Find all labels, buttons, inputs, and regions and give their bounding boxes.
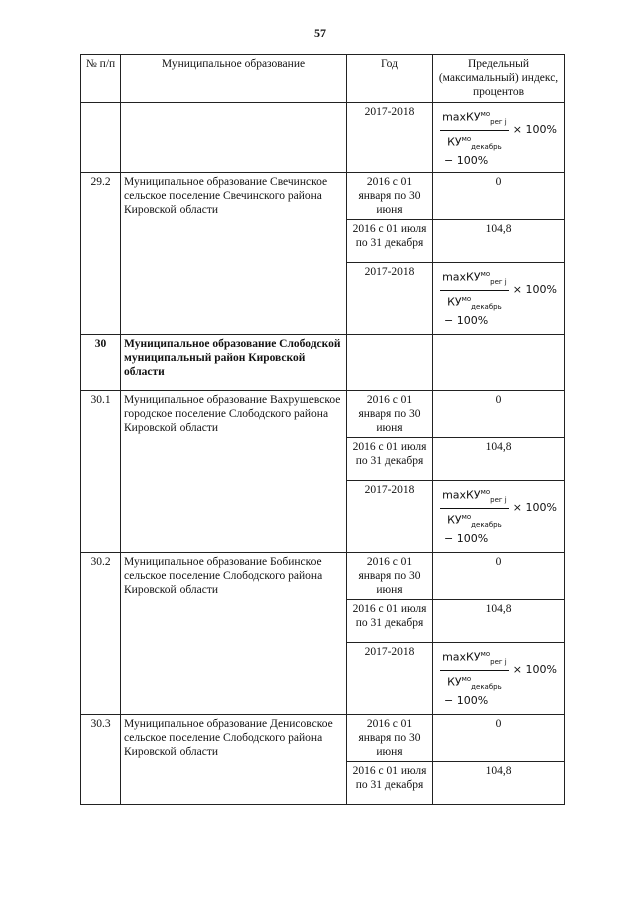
row-year bbox=[347, 335, 433, 391]
formula-minus: − 100% bbox=[444, 313, 489, 327]
header-municipality: Муниципальное образование bbox=[121, 55, 347, 103]
row-num bbox=[81, 103, 121, 173]
row-formula bbox=[433, 481, 565, 553]
index-formula bbox=[436, 107, 561, 154]
formula-numerator: maxКУ$^{мо}_{рег j}$ bbox=[440, 107, 509, 131]
row-value bbox=[433, 335, 565, 391]
formula-fraction bbox=[440, 107, 509, 154]
formula-minus: − 100% bbox=[444, 153, 489, 167]
formula-denominator: $КУ^{мо}_{декабрь}$ bbox=[447, 674, 502, 691]
page-number: 57 bbox=[314, 26, 326, 40]
row-name: Муниципальное образование Свечинское сельское поселение Свечинского района Кировской области bbox=[121, 173, 347, 335]
header-year: Год bbox=[347, 55, 433, 103]
row-name: Муниципальное образование Денисовское сельское поселение Слободского района Кировской области bbox=[121, 715, 347, 805]
row-year: 2016 с 01 января по 30 июня bbox=[347, 715, 433, 762]
row-value: 104,8 bbox=[433, 600, 565, 643]
formula-multiplier: × 100% bbox=[512, 501, 557, 515]
formula-numerator: maxКУ$^{мо}_{рег j}$ bbox=[440, 267, 509, 291]
row-year: 2016 с 01 июля по 31 декабря bbox=[347, 762, 433, 805]
formula-fraction bbox=[440, 485, 509, 532]
row-year: 2017-2018 bbox=[347, 643, 433, 715]
formula-fraction bbox=[440, 267, 509, 314]
row-value: 0 bbox=[433, 553, 565, 600]
formula-fraction bbox=[440, 647, 509, 694]
row-year: 2017-2018 bbox=[347, 263, 433, 335]
table-header-row bbox=[81, 55, 565, 103]
formula-denominator: $КУ^{мо}_{декабрь}$ bbox=[447, 294, 502, 311]
formula-minus: − 100% bbox=[444, 693, 489, 707]
row-year: 2016 с 01 января по 30 июня bbox=[347, 553, 433, 600]
header-index: Предельный (максимальный) индекс, процентов bbox=[433, 55, 565, 103]
table-row bbox=[81, 715, 565, 762]
row-value: 0 bbox=[433, 173, 565, 220]
row-num: 30.1 bbox=[81, 391, 121, 553]
row-year: 2017-2018 bbox=[347, 481, 433, 553]
row-year: 2016 с 01 июля по 31 декабря bbox=[347, 438, 433, 481]
table-row bbox=[81, 391, 565, 438]
row-year: 2016 с 01 января по 30 июня bbox=[347, 391, 433, 438]
table-row bbox=[81, 173, 565, 220]
row-value: 104,8 bbox=[433, 762, 565, 805]
row-num: 29.2 bbox=[81, 173, 121, 335]
row-value: 0 bbox=[433, 391, 565, 438]
table-row bbox=[81, 103, 565, 173]
formula-multiplier: × 100% bbox=[512, 283, 557, 297]
formula-denominator: $КУ^{мо}_{декабрь}$ bbox=[447, 134, 502, 151]
row-year: 2016 с 01 июля по 31 декабря bbox=[347, 600, 433, 643]
row-formula bbox=[433, 643, 565, 715]
index-formula bbox=[436, 267, 561, 314]
row-value: 104,8 bbox=[433, 220, 565, 263]
formula-multiplier: × 100% bbox=[512, 123, 557, 137]
row-formula bbox=[433, 263, 565, 335]
formula-multiplier: × 100% bbox=[512, 663, 557, 677]
row-year: 2017-2018 bbox=[347, 103, 433, 173]
formula-numerator: maxКУ$^{мо}_{рег j}$ bbox=[440, 485, 509, 509]
row-value: 0 bbox=[433, 715, 565, 762]
row-name: Муниципальное образование Слободской муниципальный район Кировской области bbox=[121, 335, 347, 391]
row-year: 2016 с 01 января по 30 июня bbox=[347, 173, 433, 220]
tariff-index-table bbox=[80, 54, 565, 805]
row-year: 2016 с 01 июля по 31 декабря bbox=[347, 220, 433, 263]
row-name: Муниципальное образование Вахрушевское городское поселение Слободского района Кировской области bbox=[121, 391, 347, 553]
table-row bbox=[81, 553, 565, 600]
table-row bbox=[81, 335, 565, 391]
row-num: 30 bbox=[81, 335, 121, 391]
formula-denominator: $КУ^{мо}_{декабрь}$ bbox=[447, 512, 502, 529]
formula-numerator: maxКУ$^{мо}_{рег j}$ bbox=[440, 647, 509, 671]
formula-minus: − 100% bbox=[444, 531, 489, 545]
index-formula bbox=[436, 647, 561, 694]
row-name: Муниципальное образование Бобинское сельское поселение Слободского района Кировской области bbox=[121, 553, 347, 715]
index-formula bbox=[436, 485, 561, 532]
row-name bbox=[121, 103, 347, 173]
row-num: 30.3 bbox=[81, 715, 121, 805]
row-formula bbox=[433, 103, 565, 173]
row-value: 104,8 bbox=[433, 438, 565, 481]
header-num: № п/п bbox=[81, 55, 121, 103]
row-num: 30.2 bbox=[81, 553, 121, 715]
